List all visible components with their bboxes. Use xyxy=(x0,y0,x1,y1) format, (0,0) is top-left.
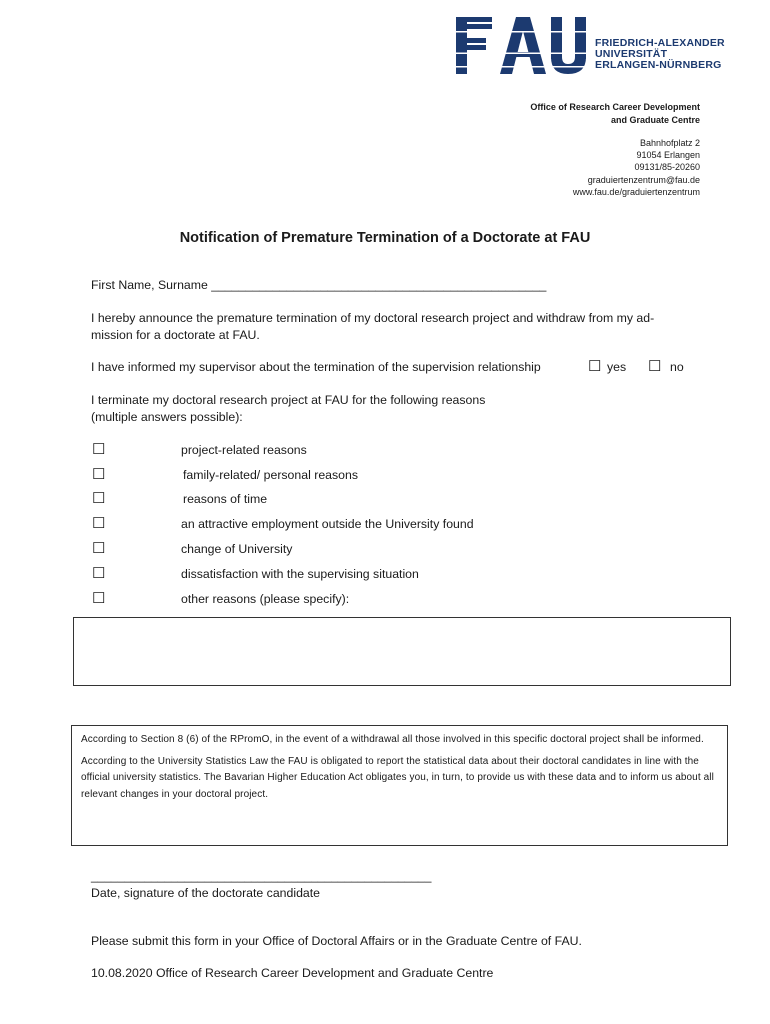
university-name-line: FRIEDRICH-ALEXANDER xyxy=(595,37,725,49)
reason-label: project-related reasons xyxy=(181,443,307,457)
notice-paragraph-2: According to the University Statistics Law the FAU is obligated to report the statistical data about their doctoral candidates in line with the official university statistics. The Bavarian Higher Education Act obligates you, in turn, to provide us with these data and to inform us about all relevant changes in your doctoral project. xyxy=(81,755,714,800)
reason-checkbox[interactable]: ☐ xyxy=(92,466,106,483)
reason-checkbox[interactable]: ☐ xyxy=(92,441,106,458)
address-phone: 09131/85-20260 xyxy=(634,162,700,173)
other-reasons-textbox[interactable] xyxy=(73,617,731,686)
reason-checkbox[interactable]: ☐ xyxy=(92,515,106,532)
name-field-line[interactable]: _________________________________________________ xyxy=(211,278,547,292)
signature-line[interactable]: ___________________________________________________ xyxy=(91,869,432,883)
address-street: Bahnhofplatz 2 xyxy=(639,138,700,148)
reason-label: an attractive employment outside the University found xyxy=(181,517,474,531)
name-label: First Name, Surname xyxy=(91,278,208,292)
statistics-notice-box xyxy=(71,725,728,846)
reasons-intro-2: (multiple answers possible): xyxy=(91,410,243,424)
office-name xyxy=(530,101,700,127)
date-office-line: 10.08.2020 Office of Research Career Development and Graduate Centre xyxy=(91,966,494,980)
submit-instruction: Please submit this form in your Office of Doctoral Affairs or in the Graduate Centre of FAU. xyxy=(91,934,582,948)
reason-checkbox[interactable]: ☐ xyxy=(92,540,106,557)
reason-label: other reasons (please specify): xyxy=(181,592,350,606)
supervisor-text: I have informed my supervisor about the termination of the supervision relationship xyxy=(91,360,541,374)
reason-label: reasons of time xyxy=(183,492,268,506)
yes-checkbox[interactable]: ☐ xyxy=(588,358,602,375)
address-website: www.fau.de/graduiertenzentrum xyxy=(572,186,700,197)
no-checkbox[interactable]: ☐ xyxy=(648,358,662,375)
reason-checkbox[interactable]: ☐ xyxy=(92,590,106,607)
yes-label: yes xyxy=(607,360,627,374)
notice-content xyxy=(72,726,727,803)
fau-logo xyxy=(456,17,586,74)
notice-paragraph-1: According to Section 8 (6) of the RPromO, in the event of a withdrawal all those involved in this specific doctoral project shall be informed. xyxy=(81,734,704,745)
announce-line-2: mission for a doctorate at FAU. xyxy=(91,328,260,342)
reason-label: dissatisfaction with the supervising situation xyxy=(181,567,419,581)
office-line: Office of Research Career Development xyxy=(530,102,700,112)
announce-line-1: I hereby announce the premature termination of my doctoral research project and withdraw from my ad- xyxy=(91,311,655,325)
university-name-line: ERLANGEN-NÜRNBERG xyxy=(595,59,722,71)
address-block xyxy=(573,137,700,198)
reason-checkbox[interactable]: ☐ xyxy=(92,565,106,582)
name-row xyxy=(91,277,546,294)
signature-label: Date, signature of the doctorate candidate xyxy=(91,886,321,900)
reason-label: family-related/ personal reasons xyxy=(183,468,358,482)
reason-label: change of University xyxy=(181,542,293,556)
reasons-intro-1: I terminate my doctoral research project at FAU for the following reasons xyxy=(91,393,486,407)
address-city: 91054 Erlangen xyxy=(636,150,700,161)
address-email: graduiertenzentrum@fau.de xyxy=(587,174,700,185)
university-name xyxy=(595,38,725,71)
office-line: and Graduate Centre xyxy=(610,115,700,125)
university-name-line: UNIVERSITÄT xyxy=(595,48,668,60)
form-title: Notification of Premature Termination of a Doctorate at FAU xyxy=(179,230,591,246)
no-label: no xyxy=(670,360,684,374)
reason-checkbox[interactable]: ☐ xyxy=(92,490,106,507)
